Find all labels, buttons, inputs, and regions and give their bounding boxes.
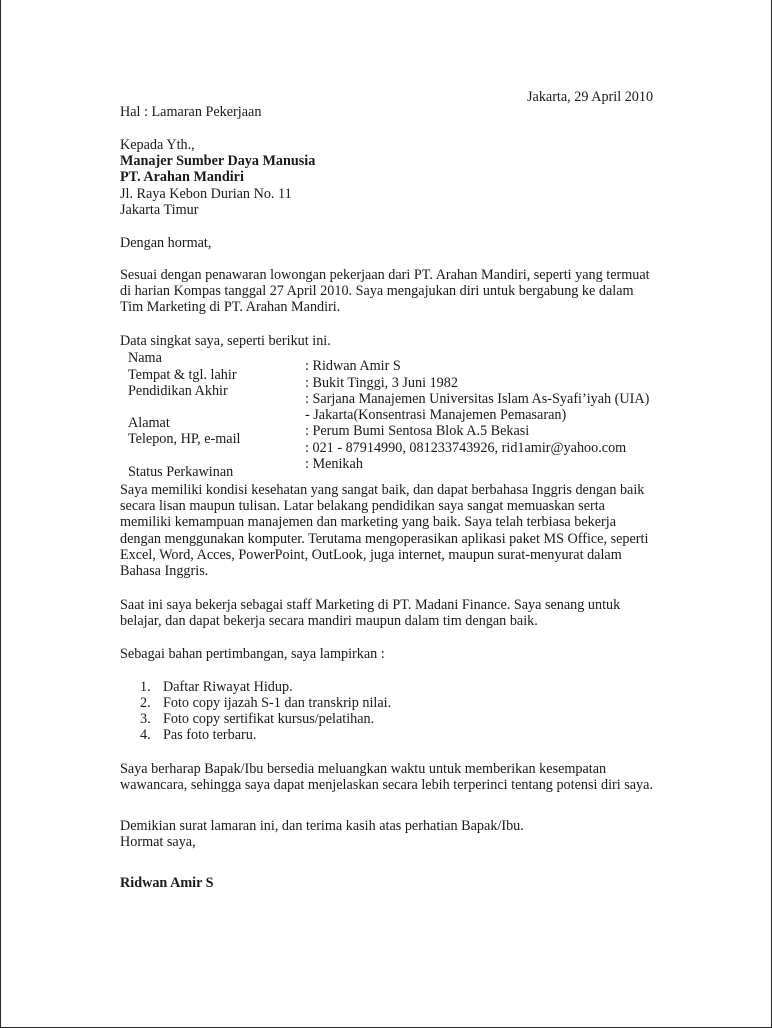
recipient-greeting: Kepada Yth., bbox=[120, 137, 195, 153]
value-birth: : Bukit Tinggi, 3 Juni 1982 bbox=[305, 375, 458, 391]
label-marital: Status Perkawinan bbox=[128, 464, 234, 480]
list-item bbox=[140, 727, 256, 744]
recipient-address-2: Jakarta Timur bbox=[120, 202, 199, 218]
value-name: : Ridwan Amir S bbox=[305, 358, 401, 374]
signature-name: Ridwan Amir S bbox=[120, 875, 214, 891]
intro-line: Sesuai dengan penawaran lowongan pekerjaan dari PT. Arahan Mandiri, seperti yang termuat bbox=[120, 267, 650, 283]
value-education: : Sarjana Manajemen Universitas Islam As-Syafi’iyah (UIA) bbox=[305, 391, 650, 407]
list-item-number: 1. bbox=[140, 679, 151, 695]
current-job-line: Saat ini saya bekerja sebagai staff Marketing di PT. Madani Finance. Saya senang untuk bbox=[120, 597, 621, 613]
skills-line: Excel, Word, Acces, PowerPoint, OutLook, juga internet, maupun surat-menyurat dalam bbox=[120, 546, 622, 563]
value-phone: : 021 - 87914990, 081233743926, rid1amir@yahoo.com bbox=[305, 440, 627, 456]
value-marital: : Menikah bbox=[305, 456, 363, 472]
data-intro: Data singkat saya, seperti berikut ini. bbox=[120, 333, 331, 349]
list-item-text: Foto copy sertifikat kursus/pelatihan. bbox=[163, 711, 375, 727]
hope-paragraph bbox=[120, 761, 653, 793]
intro-line: Tim Marketing di PT. Arahan Mandiri. bbox=[120, 299, 341, 316]
hope-line: Saya berharap Bapak/Ibu bersedia meluangkan waktu untuk memberikan kesempatan bbox=[120, 761, 607, 777]
recipient-address-1: Jl. Raya Kebon Durian No. 11 bbox=[120, 186, 292, 202]
attachments-intro: Sebagai bahan pertimbangan, saya lampirkan : bbox=[120, 646, 385, 662]
recipient-company: PT. Arahan Mandiri bbox=[120, 169, 244, 185]
intro-paragraph bbox=[120, 267, 650, 316]
closing-line: Demikian surat lamaran ini, dan terima kasih atas perhatian Bapak/Ibu. bbox=[120, 818, 524, 834]
label-address: Alamat bbox=[128, 415, 170, 431]
list-item-number: 4. bbox=[140, 727, 151, 743]
intro-line: di harian Kompas tanggal 27 April 2010. Saya mengajukan diri untuk bergabung ke dalam bbox=[120, 283, 634, 300]
label-phone: Telepon, HP, e-mail bbox=[128, 431, 241, 447]
letter-date: Jakarta, 29 April 2010 bbox=[527, 89, 654, 105]
skills-paragraph bbox=[120, 482, 648, 579]
list-item-text: Pas foto terbaru. bbox=[163, 727, 257, 743]
closing-line: Hormat saya, bbox=[120, 834, 196, 851]
hope-line: wawancara, sehingga saya dapat menjelaskan secara lebih terperinci tentang potensi diri saya. bbox=[120, 777, 653, 794]
salutation: Dengan hormat, bbox=[120, 235, 212, 251]
skills-line: Bahasa Inggris. bbox=[120, 563, 209, 580]
letter-subject: Hal : Lamaran Pekerjaan bbox=[120, 104, 262, 120]
closing-paragraph bbox=[120, 818, 524, 850]
skills-line: Saya memiliki kondisi kesehatan yang sangat baik, dan dapat berbahasa Inggris dengan baik bbox=[120, 482, 645, 498]
skills-line: memiliki kemampuan manajemen dan marketing yang baik. Saya telah terbiasa bekerja bbox=[120, 514, 616, 531]
label-education: Pendidikan Akhir bbox=[128, 383, 228, 399]
skills-line: dengan menggunakan komputer. Terutama mengoperasikan aplikasi paket MS Office, seperti bbox=[120, 530, 649, 547]
list-item bbox=[140, 711, 374, 728]
list-item-text: Daftar Riwayat Hidup. bbox=[163, 679, 293, 695]
list-item-number: 2. bbox=[140, 695, 151, 711]
list-item-text: Foto copy ijazah S-1 dan transkrip nilai. bbox=[163, 695, 392, 711]
skills-line: secara lisan maupun tulisan. Latar belakang pendidikan saya sangat memuaskan serta bbox=[120, 498, 605, 515]
current-job-paragraph bbox=[120, 597, 620, 629]
list-item bbox=[140, 679, 293, 696]
value-address: : Perum Bumi Sentosa Blok A.5 Bekasi bbox=[305, 423, 530, 439]
label-name: Nama bbox=[128, 350, 162, 366]
label-birth: Tempat & tgl. lahir bbox=[128, 367, 237, 383]
list-item bbox=[140, 695, 391, 712]
list-item-number: 3. bbox=[140, 711, 151, 727]
recipient-title: Manajer Sumber Daya Manusia bbox=[120, 153, 316, 169]
current-job-line: belajar, dan dapat bekerja secara mandiri maupun dalam tim dengan baik. bbox=[120, 613, 538, 630]
value-education-detail: - Jakarta(Konsentrasi Manajemen Pemasaran) bbox=[305, 407, 567, 423]
